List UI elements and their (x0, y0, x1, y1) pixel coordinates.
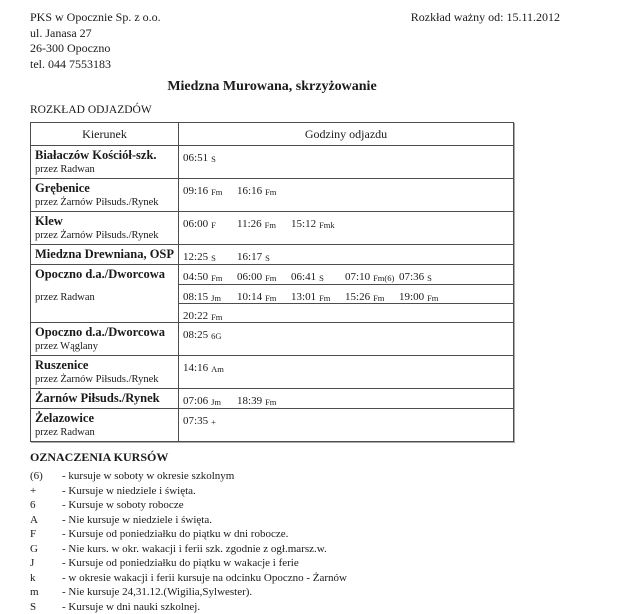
destination-cell (31, 389, 179, 409)
validity-date: Rozkład ważny od: 15.11.2012 (411, 10, 560, 25)
destination-cell (31, 146, 179, 179)
table-row (31, 179, 514, 212)
time-symbol: Fm (373, 293, 384, 303)
time-entry (237, 287, 289, 305)
column-header-departures: Godziny odjazdu (179, 123, 514, 146)
time-value: 06:51 (183, 152, 208, 164)
legend-item (30, 527, 560, 542)
time-symbol: Fm (265, 397, 276, 407)
time-entry (345, 267, 397, 285)
legend-item (30, 556, 560, 571)
legend-description: - Nie kursuje 24,31.12.(Wigilia,Sylwester). (62, 585, 560, 600)
company-phone: tel. 044 7553183 (30, 57, 161, 73)
destination-name: Klew (35, 213, 174, 229)
legend-symbol: J (30, 556, 62, 571)
destination-via: przez Żarnów Piłsuds./Rynek (35, 196, 174, 209)
legend-description: - Kursuje od poniedziałku do piątku w wakacje i ferie (62, 556, 560, 571)
time-symbol: Fm (211, 312, 222, 322)
destination-via: przez Żarnów Piłsuds./Rynek (35, 373, 174, 386)
page-title: Miedzna Murowana, skrzyżowanie (30, 78, 514, 96)
time-entry (237, 391, 289, 409)
time-entry (237, 247, 289, 265)
legend-description: - Nie kurs. w okr. wakacji i ferii szk. zgodnie z ogł.marsz.w. (62, 542, 560, 557)
time-entry (291, 267, 343, 285)
legend-symbol: F (30, 527, 62, 542)
departures-table-body (31, 146, 514, 442)
destination-name: Miedzna Drewniana, OSP (35, 246, 174, 262)
time-line (179, 409, 513, 428)
times-cell (179, 356, 514, 389)
time-symbol: Fm (211, 187, 222, 197)
time-line (179, 179, 513, 198)
time-value: 07:06 (183, 395, 208, 407)
time-symbol: Jm (211, 397, 221, 407)
destination-name: Żarnów Piłsuds./Rynek (35, 390, 174, 406)
legend-symbol: S (30, 600, 62, 614)
destination-via: przez Wąglany (35, 340, 174, 353)
destination-via: przez Radwan (35, 426, 174, 439)
time-value: 06:00 (183, 218, 208, 230)
time-value: 06:00 (237, 271, 262, 283)
time-value: 07:35 (183, 415, 208, 427)
time-symbol: Fm(6) (373, 273, 394, 283)
destination-via: przez Radwan (35, 163, 174, 176)
time-symbol: S (211, 253, 216, 263)
legend-list (30, 469, 560, 614)
time-value: 18:39 (237, 395, 262, 407)
time-symbol: + (211, 417, 216, 427)
time-value: 14:16 (183, 362, 208, 374)
destination-cell (31, 179, 179, 212)
time-entry (183, 358, 235, 376)
time-value: 04:50 (183, 271, 208, 283)
destination-cell (31, 356, 179, 389)
time-value: 19:00 (399, 291, 424, 303)
time-symbol: Fm (427, 293, 438, 303)
times-cell (179, 245, 514, 265)
table-row (31, 265, 514, 323)
time-value: 16:16 (237, 185, 262, 197)
time-entry (237, 181, 289, 199)
time-entry (183, 306, 235, 324)
destination-name: Żelazowice (35, 410, 174, 426)
time-value: 08:15 (183, 291, 208, 303)
legend-description: - w okresie wakacji i ferii kursuje na odcinku Opoczno - Żarnów (62, 571, 560, 586)
time-line (179, 389, 513, 408)
time-line (179, 245, 513, 264)
time-entry (183, 391, 235, 409)
time-entry (291, 214, 343, 232)
departures-section-label: ROZKŁAD ODJAZDÓW (30, 103, 560, 117)
legend-symbol: 6 (30, 498, 62, 513)
legend-description: - Kursuje w soboty robocze (62, 498, 560, 513)
departures-table-head (31, 123, 514, 146)
legend-item (30, 498, 560, 513)
time-entry (183, 148, 235, 166)
time-entry (345, 287, 397, 305)
legend-section (30, 450, 560, 614)
departures-table (30, 122, 514, 442)
legend-item (30, 469, 560, 484)
time-entry (399, 287, 451, 305)
time-line (179, 146, 513, 165)
time-symbol: S (427, 273, 432, 283)
time-symbol: Fmk (319, 220, 335, 230)
time-value: 20:22 (183, 310, 208, 322)
time-entry (183, 181, 235, 199)
destination-name: Ruszenice (35, 357, 174, 373)
time-entry (183, 411, 235, 429)
legend-item (30, 571, 560, 586)
destination-via: przez Żarnów Piłsuds./Rynek (35, 229, 174, 242)
times-cell (179, 389, 514, 409)
time-entry (183, 214, 235, 232)
time-line (179, 212, 513, 231)
legend-symbol: A (30, 513, 62, 528)
destination-cell (31, 265, 179, 323)
destination-cell (31, 323, 179, 356)
time-entry (183, 247, 235, 265)
table-row (31, 409, 514, 442)
legend-symbol: (6) (30, 469, 62, 484)
table-row (31, 356, 514, 389)
company-name: PKS w Opocznie Sp. z o.o. (30, 10, 161, 26)
times-cell (179, 179, 514, 212)
legend-title: OZNACZENIA KURSÓW (30, 450, 560, 465)
time-value: 12:25 (183, 251, 208, 263)
legend-description: - Kursuje w dni nauki szkolnej. (62, 600, 560, 614)
time-value: 16:17 (237, 251, 262, 263)
time-value: 13:01 (291, 291, 316, 303)
time-entry (183, 267, 235, 285)
legend-description: - Kursuje w niedziele i święta. (62, 484, 560, 499)
time-value: 07:36 (399, 271, 424, 283)
legend-symbol: k (30, 571, 62, 586)
time-entry (399, 267, 451, 285)
destination-name: Opoczno d.a./Dworcowa (35, 266, 174, 282)
table-row (31, 212, 514, 245)
legend-symbol: + (30, 484, 62, 499)
time-value: 11:26 (237, 218, 262, 230)
document-header (30, 10, 560, 72)
time-symbol: S (319, 273, 324, 283)
time-line (179, 356, 513, 375)
destination-name: Białaczów Kościół-szk. (35, 147, 174, 163)
destination-cell (31, 409, 179, 442)
time-value: 06:41 (291, 271, 316, 283)
legend-item (30, 513, 560, 528)
destination-name: Opoczno d.a./Dworcowa (35, 324, 174, 340)
times-cell (179, 146, 514, 179)
destination-via: przez Radwan (35, 291, 174, 304)
time-line (179, 284, 513, 303)
legend-symbol: G (30, 542, 62, 557)
time-symbol: Fm (265, 273, 276, 283)
time-value: 15:12 (291, 218, 316, 230)
company-city: 26-300 Opoczno (30, 41, 161, 57)
time-symbol: Fm (265, 220, 276, 230)
time-entry (237, 214, 289, 232)
legend-item (30, 484, 560, 499)
time-symbol: F (211, 220, 216, 230)
time-entry (237, 267, 289, 285)
time-value: 07:10 (345, 271, 370, 283)
time-line (179, 303, 513, 322)
time-symbol: Fm (211, 273, 222, 283)
time-symbol: S (265, 253, 270, 263)
destination-name: Grębenice (35, 180, 174, 196)
times-cell (179, 409, 514, 442)
time-line (179, 265, 513, 284)
legend-item (30, 600, 560, 614)
time-value: 15:26 (345, 291, 370, 303)
destination-cell (31, 212, 179, 245)
table-row (31, 146, 514, 179)
time-symbol: Fm (319, 293, 330, 303)
destination-cell (31, 245, 179, 265)
table-row (31, 245, 514, 265)
legend-item (30, 542, 560, 557)
times-cell (179, 265, 514, 323)
time-symbol: Am (211, 364, 224, 374)
legend-description: - Kursuje od poniedziałku do piątku w dni robocze. (62, 527, 560, 542)
time-entry (291, 287, 343, 305)
legend-symbol: m (30, 585, 62, 600)
legend-description: - Nie kursuje w niedziele i święta. (62, 513, 560, 528)
table-row (31, 389, 514, 409)
times-cell (179, 323, 514, 356)
header-row (31, 123, 514, 146)
legend-description: - kursuje w soboty w okresie szkolnym (62, 469, 560, 484)
company-info (30, 10, 161, 72)
time-entry (183, 287, 235, 305)
time-symbol: Jm (211, 293, 221, 303)
time-line (179, 323, 513, 342)
time-value: 10:14 (237, 291, 262, 303)
times-cell (179, 212, 514, 245)
time-symbol: S (211, 154, 216, 164)
time-entry (183, 325, 235, 343)
table-row (31, 323, 514, 356)
time-value: 08:25 (183, 329, 208, 341)
time-symbol: 6G (211, 331, 221, 341)
company-street: ul. Janasa 27 (30, 26, 161, 42)
time-value: 09:16 (183, 185, 208, 197)
legend-item (30, 585, 560, 600)
time-symbol: Fm (265, 293, 276, 303)
column-header-direction: Kierunek (31, 123, 179, 146)
time-symbol: Fm (265, 187, 276, 197)
